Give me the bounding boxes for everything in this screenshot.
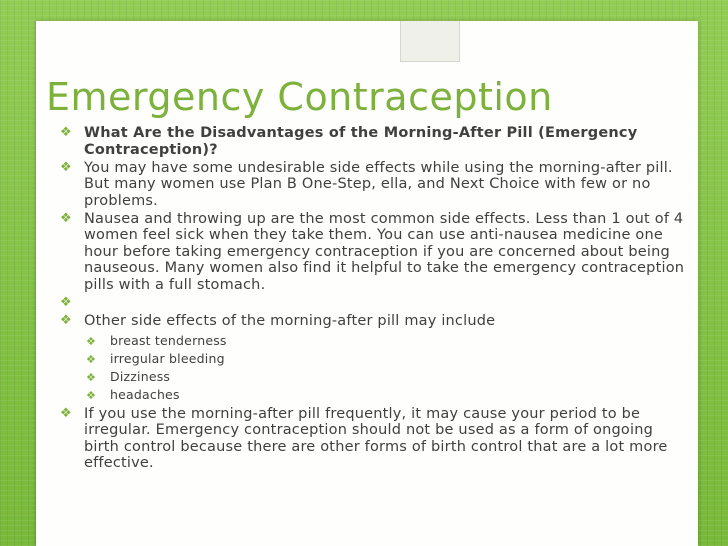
bullet-text: Nausea and throwing up are the most common side effects. Less than 1 out of 4 women feel sick when they take them. You can use anti-nausea medicine one hour before taking emergency contraception if you are concerned about being nauseous. Many women also find it helpful to take the emergency contraception pills with a full stomach. <box>84 210 685 293</box>
ornamental-bullet-icon: ❖ <box>60 125 72 140</box>
bullet-item <box>58 125 688 158</box>
ornamental-bullet-icon: ❖ <box>86 334 97 348</box>
ornamental-bullet-icon: ❖ <box>86 388 97 402</box>
sub-bullet-text: irregular bleeding <box>110 350 225 366</box>
ornamental-bullet-icon: ❖ <box>60 405 72 421</box>
sub-bullet-item <box>84 368 688 386</box>
sub-bullet-item <box>84 386 688 404</box>
bullet-text: What Are the Disadvantages of the Morning-After Pill (Emergency Contraception)? <box>84 125 638 158</box>
ornamental-bullet-icon: ❖ <box>60 313 72 328</box>
ornamental-bullet-icon: ❖ <box>60 210 72 226</box>
ornamental-bullet-icon: ❖ <box>60 294 72 310</box>
bullet-item <box>58 211 688 294</box>
bullet-item <box>58 406 688 472</box>
sub-bullet-item <box>84 332 688 350</box>
slide-tab-decoration <box>400 21 460 62</box>
slide <box>36 21 698 546</box>
bullet-text: If you use the morning-after pill frequently, it may cause your period to be irregular. Emergency contraception should not be used as a form of ongoing birth control because there are other forms of birth control that are a lot more effective. <box>84 405 668 471</box>
sub-bullet-text: Dizziness <box>110 368 171 384</box>
sub-bullet-item <box>84 350 688 368</box>
bullet-item <box>58 160 688 210</box>
ornamental-bullet-icon: ❖ <box>86 370 97 384</box>
sub-bullet-list <box>84 332 688 404</box>
ornamental-bullet-icon: ❖ <box>86 352 97 366</box>
ornamental-bullet-icon: ❖ <box>60 159 72 175</box>
bullet-item-empty <box>58 295 688 312</box>
slide-title: Emergency Contraception <box>46 75 553 119</box>
bullet-item <box>58 313 688 404</box>
bullet-text: Other side effects of the morning-after pill may include <box>84 313 496 329</box>
bullet-list <box>58 125 688 473</box>
bullet-text: You may have some undesirable side effects while using the morning-after pill. But many women use Plan B One-Step, ella, and Next Choice with few or no problems. <box>84 159 673 209</box>
sub-bullet-text: breast tenderness <box>110 332 227 348</box>
sub-bullet-text: headaches <box>110 386 180 402</box>
